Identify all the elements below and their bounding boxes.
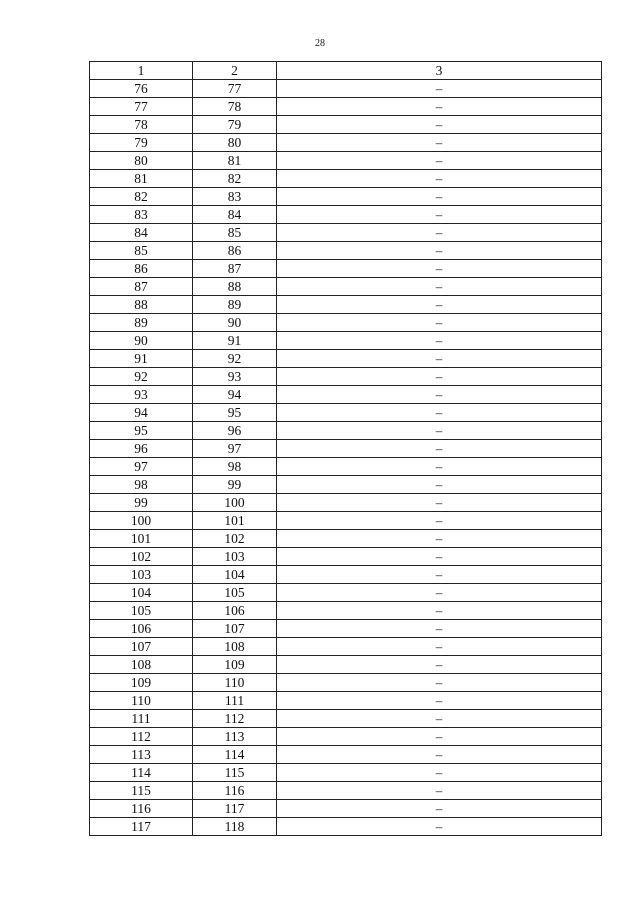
table-cell-col-2: 100: [193, 494, 277, 512]
table-cell-col-1: 114: [90, 764, 193, 782]
table-row: [90, 440, 602, 458]
table-cell-col-3: –: [277, 134, 602, 152]
table-cell-col-3: –: [277, 188, 602, 206]
table-row: [90, 134, 602, 152]
table-cell-col-1: 78: [90, 116, 193, 134]
table-cell-col-2: 111: [193, 692, 277, 710]
table-cell-col-2: 97: [193, 440, 277, 458]
table-cell-col-3: –: [277, 656, 602, 674]
table-row: [90, 638, 602, 656]
table-cell-col-3: –: [277, 818, 602, 836]
table-row: [90, 656, 602, 674]
table-cell-col-1: 79: [90, 134, 193, 152]
table-cell-col-1: 81: [90, 170, 193, 188]
table-cell-col-2: 92: [193, 350, 277, 368]
table-row: [90, 422, 602, 440]
table-row: [90, 386, 602, 404]
table-cell-col-3: –: [277, 620, 602, 638]
table-row: [90, 368, 602, 386]
table-cell-col-2: 108: [193, 638, 277, 656]
table-cell-col-2: 91: [193, 332, 277, 350]
table-cell-col-3: –: [277, 422, 602, 440]
table-cell-col-3: –: [277, 224, 602, 242]
table-cell-col-1: 91: [90, 350, 193, 368]
table-cell-col-3: –: [277, 710, 602, 728]
table-cell-col-2: 118: [193, 818, 277, 836]
table-cell-col-1: 112: [90, 728, 193, 746]
table-cell-col-3: –: [277, 404, 602, 422]
table-cell-col-3: –: [277, 242, 602, 260]
table-cell-col-3: –: [277, 80, 602, 98]
table-cell-col-2: 88: [193, 278, 277, 296]
table-row: [90, 458, 602, 476]
table-row: [90, 512, 602, 530]
table-cell-col-3: –: [277, 206, 602, 224]
table-row: [90, 152, 602, 170]
table-cell-col-1: 103: [90, 566, 193, 584]
table-cell-col-1: 84: [90, 224, 193, 242]
table-cell-col-2: 82: [193, 170, 277, 188]
table-cell-col-3: –: [277, 278, 602, 296]
table-cell-col-3: –: [277, 440, 602, 458]
table-row: [90, 692, 602, 710]
table-cell-col-2: 98: [193, 458, 277, 476]
table-cell-col-2: 116: [193, 782, 277, 800]
table-cell-col-3: –: [277, 584, 602, 602]
table-cell-col-1: 105: [90, 602, 193, 620]
table-cell-col-2: 107: [193, 620, 277, 638]
table-cell-col-3: –: [277, 674, 602, 692]
table-cell-col-1: 106: [90, 620, 193, 638]
table-header: [90, 62, 602, 80]
table-cell-col-3: –: [277, 566, 602, 584]
table-cell-col-3: –: [277, 764, 602, 782]
table-cell-col-3: –: [277, 476, 602, 494]
table-row: [90, 746, 602, 764]
table-cell-col-1: 82: [90, 188, 193, 206]
page-number: 28: [315, 38, 325, 49]
table-row: [90, 620, 602, 638]
table-cell-col-2: 81: [193, 152, 277, 170]
table-cell-col-2: 84: [193, 206, 277, 224]
table-row: [90, 602, 602, 620]
table-cell-col-3: –: [277, 314, 602, 332]
table-row: [90, 80, 602, 98]
table-cell-col-1: 96: [90, 440, 193, 458]
table-cell-col-3: –: [277, 800, 602, 818]
table-cell-col-3: –: [277, 782, 602, 800]
table-cell-col-1: 102: [90, 548, 193, 566]
table-cell-col-1: 111: [90, 710, 193, 728]
table-row: [90, 674, 602, 692]
table-row: [90, 332, 602, 350]
table-cell-col-1: 100: [90, 512, 193, 530]
table-cell-col-2: 79: [193, 116, 277, 134]
table-cell-col-2: 109: [193, 656, 277, 674]
table-cell-col-1: 86: [90, 260, 193, 278]
table-row: [90, 404, 602, 422]
table-row: [90, 476, 602, 494]
table-cell-col-1: 109: [90, 674, 193, 692]
table-cell-col-2: 96: [193, 422, 277, 440]
table-cell-col-2: 114: [193, 746, 277, 764]
table-cell-col-2: 93: [193, 368, 277, 386]
table-cell-col-1: 104: [90, 584, 193, 602]
table-cell-col-1: 98: [90, 476, 193, 494]
table-cell-col-2: 117: [193, 800, 277, 818]
table-cell-col-1: 107: [90, 638, 193, 656]
table-cell-col-1: 97: [90, 458, 193, 476]
table-cell-col-3: –: [277, 458, 602, 476]
table-row: [90, 116, 602, 134]
table-cell-col-2: 95: [193, 404, 277, 422]
table-cell-col-2: 78: [193, 98, 277, 116]
table-row: [90, 314, 602, 332]
table-cell-col-3: –: [277, 602, 602, 620]
table-cell-col-2: 110: [193, 674, 277, 692]
table-body: [90, 80, 602, 836]
table-cell-col-3: –: [277, 98, 602, 116]
table-cell-col-2: 89: [193, 296, 277, 314]
table-cell-col-1: 90: [90, 332, 193, 350]
table-cell-col-3: –: [277, 116, 602, 134]
table-row: [90, 170, 602, 188]
table-cell-col-2: 101: [193, 512, 277, 530]
table-cell-col-2: 85: [193, 224, 277, 242]
table-cell-col-2: 104: [193, 566, 277, 584]
table-cell-col-3: –: [277, 386, 602, 404]
table-cell-col-3: –: [277, 692, 602, 710]
table-row: [90, 566, 602, 584]
table-cell-col-3: –: [277, 296, 602, 314]
table-cell-col-2: 80: [193, 134, 277, 152]
header-row: [90, 62, 602, 80]
column-header-1: 1: [90, 62, 193, 80]
table-row: [90, 530, 602, 548]
table-cell-col-3: –: [277, 746, 602, 764]
table-cell-col-2: 105: [193, 584, 277, 602]
table-cell-col-2: 99: [193, 476, 277, 494]
table-cell-col-1: 80: [90, 152, 193, 170]
table-row: [90, 350, 602, 368]
table-cell-col-3: –: [277, 530, 602, 548]
table-cell-col-1: 87: [90, 278, 193, 296]
table-cell-col-1: 88: [90, 296, 193, 314]
table-cell-col-3: –: [277, 548, 602, 566]
table-row: [90, 584, 602, 602]
table-cell-col-1: 110: [90, 692, 193, 710]
table-cell-col-1: 117: [90, 818, 193, 836]
table-cell-col-1: 92: [90, 368, 193, 386]
table-row: [90, 296, 602, 314]
table-cell-col-3: –: [277, 170, 602, 188]
table-row: [90, 818, 602, 836]
table-cell-col-3: –: [277, 350, 602, 368]
table-row: [90, 764, 602, 782]
table-cell-col-3: –: [277, 494, 602, 512]
table-cell-col-1: 116: [90, 800, 193, 818]
table-cell-col-2: 106: [193, 602, 277, 620]
table-cell-col-2: 90: [193, 314, 277, 332]
table-row: [90, 278, 602, 296]
table-cell-col-2: 77: [193, 80, 277, 98]
table-cell-col-1: 76: [90, 80, 193, 98]
table-cell-col-3: –: [277, 152, 602, 170]
table-cell-col-1: 77: [90, 98, 193, 116]
table-row: [90, 206, 602, 224]
table-cell-col-3: –: [277, 368, 602, 386]
table-cell-col-2: 86: [193, 242, 277, 260]
table-row: [90, 98, 602, 116]
column-header-2: 2: [193, 62, 277, 80]
table-cell-col-2: 103: [193, 548, 277, 566]
table-cell-col-2: 94: [193, 386, 277, 404]
table-cell-col-1: 89: [90, 314, 193, 332]
table-cell-col-1: 113: [90, 746, 193, 764]
table-cell-col-1: 108: [90, 656, 193, 674]
table-cell-col-3: –: [277, 260, 602, 278]
table-cell-col-3: –: [277, 332, 602, 350]
table-row: [90, 782, 602, 800]
table-row: [90, 242, 602, 260]
table-cell-col-1: 101: [90, 530, 193, 548]
table-cell-col-1: 93: [90, 386, 193, 404]
table-row: [90, 494, 602, 512]
table-row: [90, 224, 602, 242]
table-row: [90, 710, 602, 728]
table-cell-col-1: 85: [90, 242, 193, 260]
table-cell-col-3: –: [277, 512, 602, 530]
table-cell-col-1: 95: [90, 422, 193, 440]
table-row: [90, 548, 602, 566]
table-cell-col-3: –: [277, 638, 602, 656]
table-cell-col-1: 94: [90, 404, 193, 422]
table-row: [90, 728, 602, 746]
table-cell-col-2: 102: [193, 530, 277, 548]
table-cell-col-1: 83: [90, 206, 193, 224]
table-row: [90, 800, 602, 818]
table-cell-col-3: –: [277, 728, 602, 746]
table-cell-col-1: 115: [90, 782, 193, 800]
table-cell-col-1: 99: [90, 494, 193, 512]
data-table: [89, 61, 602, 836]
column-header-3: 3: [277, 62, 602, 80]
table-cell-col-2: 83: [193, 188, 277, 206]
table-cell-col-2: 115: [193, 764, 277, 782]
table-cell-col-2: 112: [193, 710, 277, 728]
table-cell-col-2: 113: [193, 728, 277, 746]
table-row: [90, 260, 602, 278]
table-row: [90, 188, 602, 206]
table-cell-col-2: 87: [193, 260, 277, 278]
